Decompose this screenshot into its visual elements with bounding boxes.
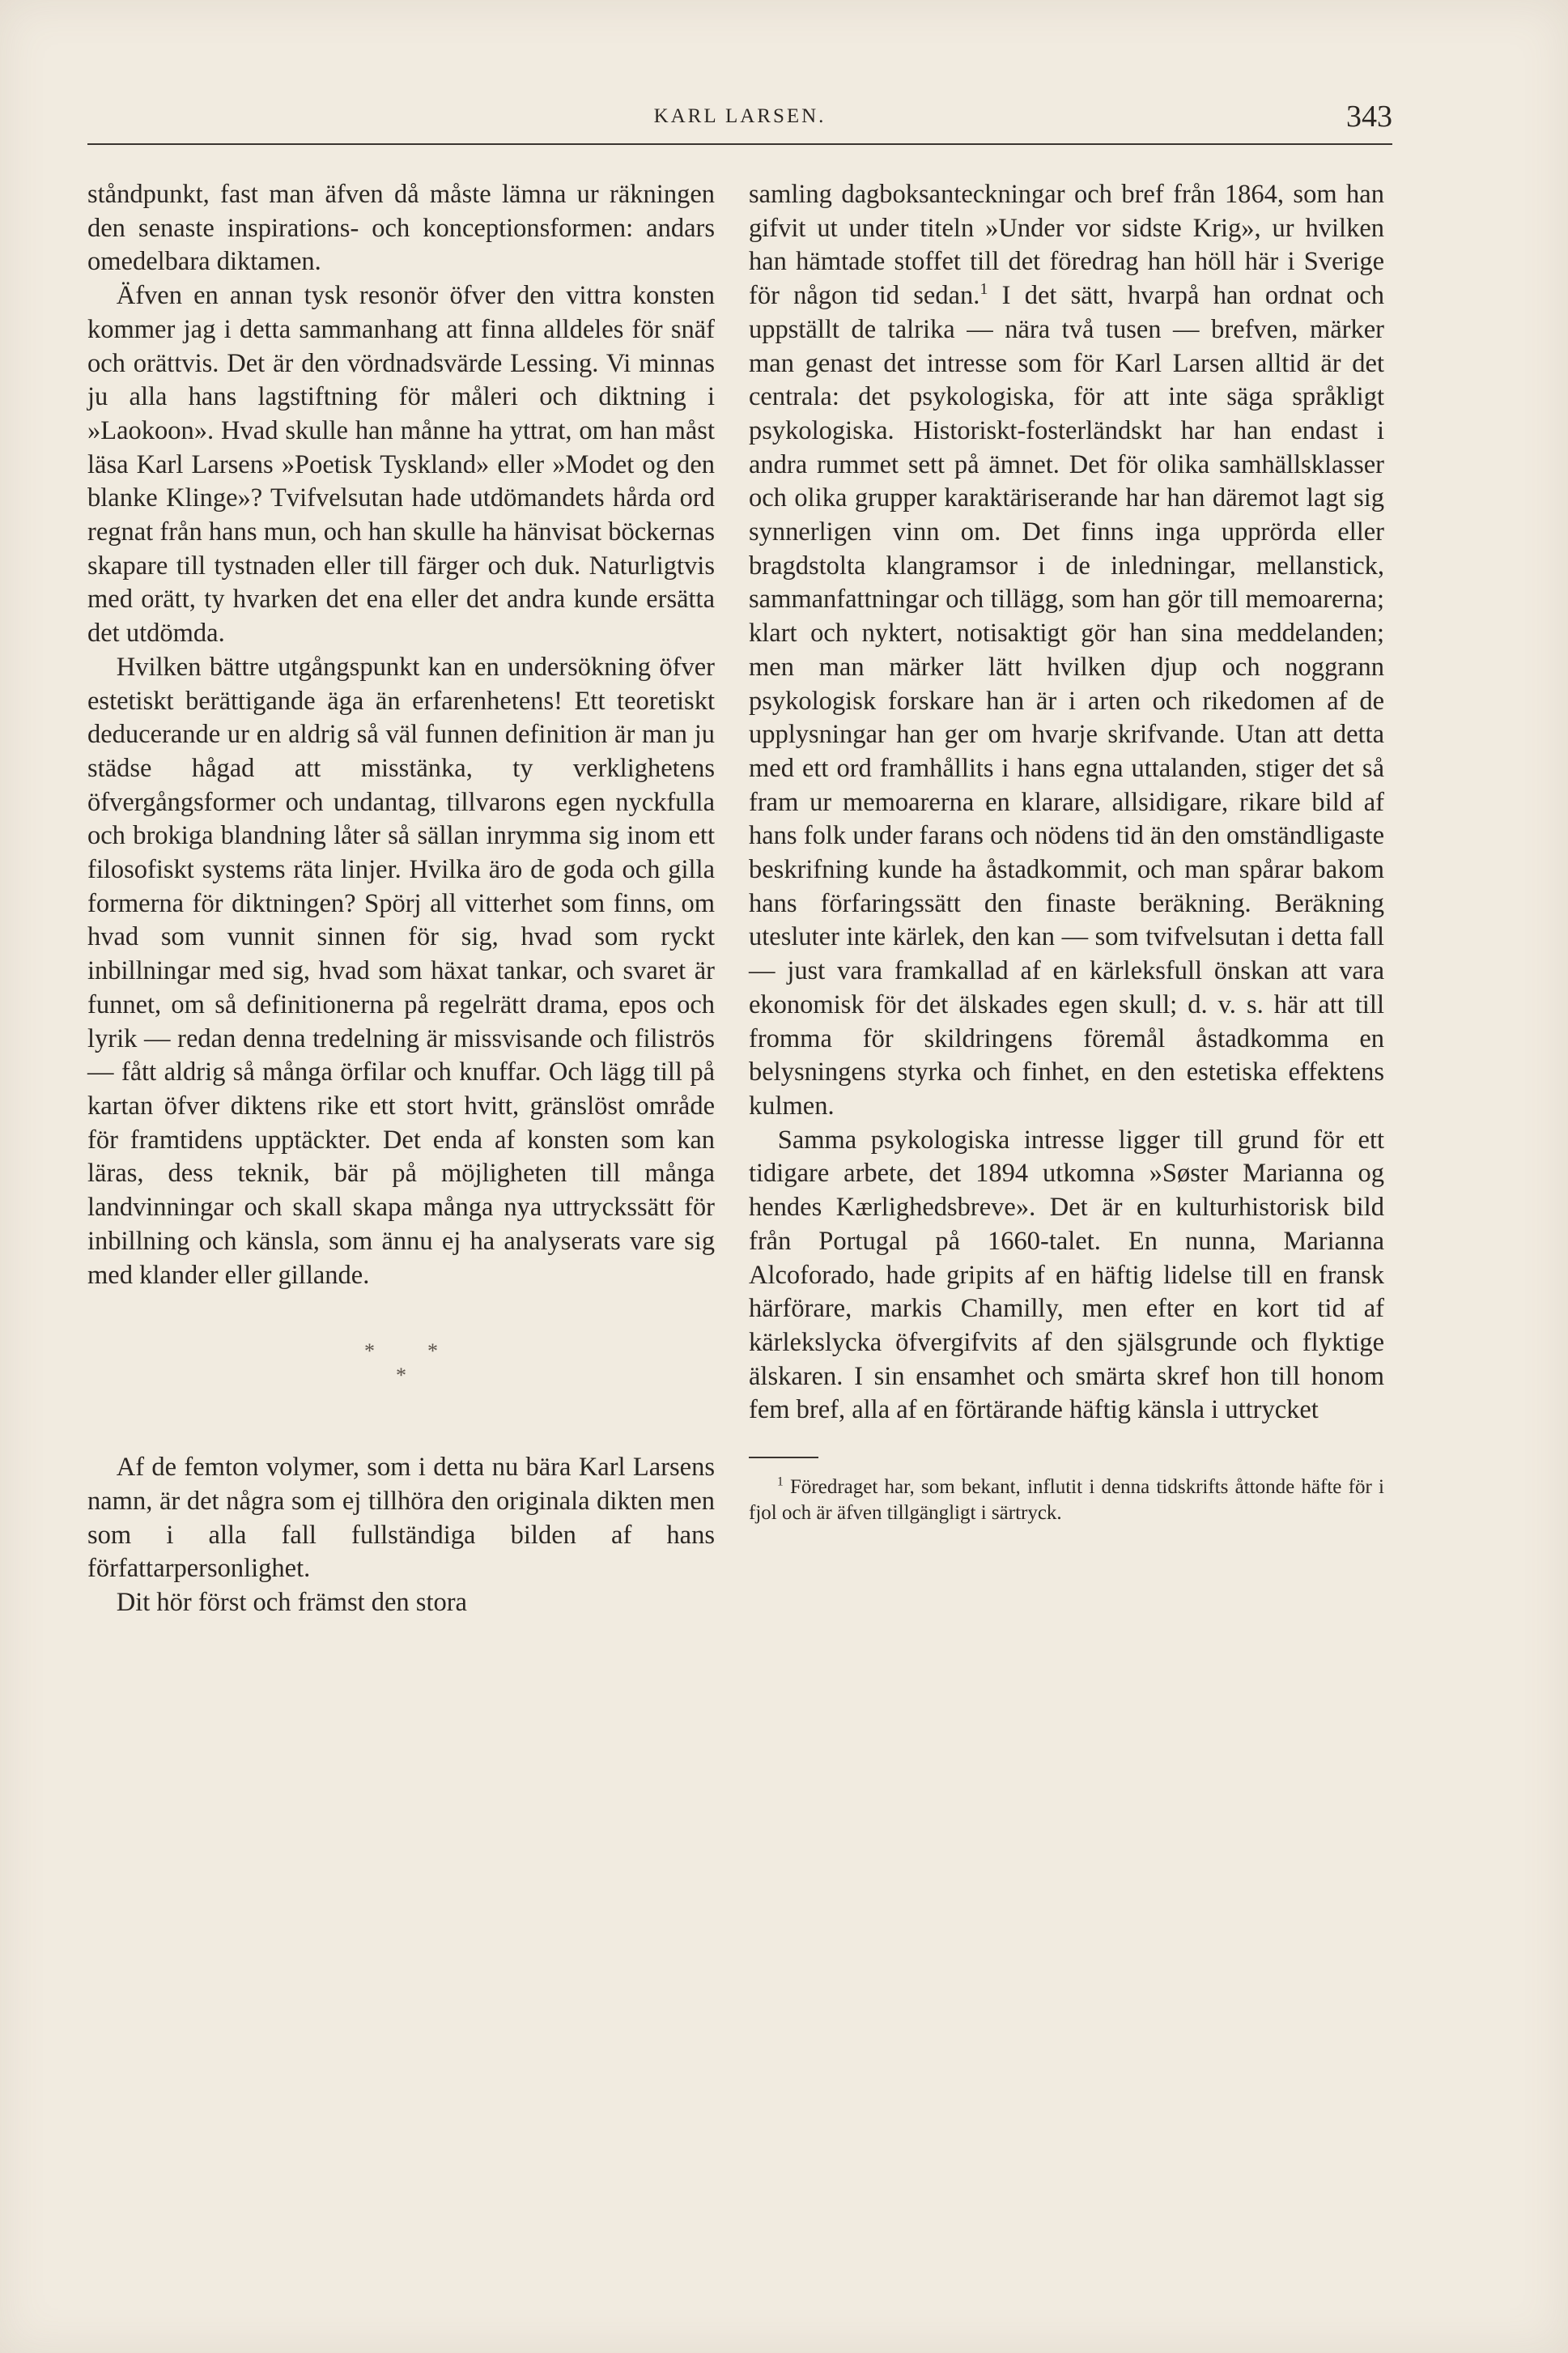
asterism-top: * * xyxy=(364,1339,438,1364)
right-column xyxy=(749,178,1384,1526)
header-rule xyxy=(87,143,1392,145)
footnote-reference: 1 xyxy=(979,280,988,299)
footnote-rule xyxy=(749,1457,818,1458)
footnote xyxy=(749,1474,1384,1526)
left-column xyxy=(87,178,715,1620)
paragraph: ståndpunkt, fast man äfven då måste lämna ur räkningen den senaste inspirations- och konceptionsformen: andars omedelbara diktamen. xyxy=(87,180,715,277)
paragraph: Af de femton volymer, som i detta nu bära Karl Larsens namn, är det några som ej tillhöra den originala dikten men som i alla fall fullständiga bilden af hans författarpersonlighet. xyxy=(87,1453,715,1584)
footnote-text: Föredraget har, som bekant, influtit i denna tidskrifts åttonde häfte för i fjol och är äfven tillgängligt i särtryck. xyxy=(749,1476,1384,1525)
running-header xyxy=(87,97,1392,154)
paragraph: Hvilken bättre utgångspunkt kan en undersökning öfver estetiskt berättigande äga än erfarenhetens! Ett teoretiskt deducerande ur en aldrig så väl funnen definition är man ju städse hågad att misstänka, ty verklighetens öfvergångsformer och undantag, tillvarons egen nyckfulla och brokiga blandning låter så sällan inrymma sig inom ett filosofiskt systems räta linjer. Hvilka äro de goda och gilla formerna för diktningen? Spörj all vitterhet som finns, om hvad som vunnit sinnen för sig, hvad som ryckt inbillningar med sig, hvad som häxat tankar, och svaret är funnet, om så definitionerna på regelrätt drama, epos och lyrik — redan denna tredelning är missvisande och filiströs — fått aldrig så många örfilar och knuffar. Och lägg till på kartan öfver diktens rike ett stort hvitt, gränslöst område för framtidens upptäckter. Det enda af konsten som kan läras, dess teknik, bär på möjligheten till många landvinningar och skall skapa många nya uttryckssätt för inbillning och känsla, som ännu ej ha analyserats vare sig med klander eller gillande. xyxy=(87,652,715,1290)
paragraph: Äfven en annan tysk resonör öfver den vittra konsten kommer jag i detta sammanhang att finna alldeles för snäf och orättvis. Det är den vördnadsvärde Lessing. Vi minnas ju alla hans lagstiftning för måleri och diktning i »Laokoon». Hvad skulle han månne ha yttrat, om han måst läsa Karl Larsens »Poetisk Tyskland» eller »Modet og den blanke Klinge»? Tvifvelsutan hade utdömandets hårda ord regnat från hans mun, och han skulle ha hänvisat böckernas skapare till tystnaden eller till färger och duk. Naturligtvis med orätt, ty hvarken det ena eller det andra kunde ersätta det utdömda. xyxy=(87,281,715,649)
asterism-bottom: * xyxy=(396,1364,406,1388)
paragraph-text: I det sätt, hvarpå han ordnat och uppställt de talrika — nära två tusen — brefven, märker man genast det intresse som för Karl Larsen alltid är det centrala: det psykologiska, för att inte säga språkligt psykologiska. Historiskt-fosterländskt har han endast i andra rummet sett på ämnet. Det för olika samhällsklasser och olika grupper karaktäriserande har han däremot lagt sig synnerligen vinn om. Det finns inga upprörda eller bragdstolta klangramsor i de inledningar, mellanstick, sammanfattningar och tillägg, som han gör till memoarerna; klart och nyktert, notisaktigt gör han sina meddelanden; men man märker lätt hvilken djup och noggrann psykologisk forskare han är i arten och rikedomen af de upplysningar han ger om hvarje skrifvande. Utan att detta med ett ord framhållits i hans egna uttalanden, stiger det så fram ur memoarerna en klarare, allsidigare, rikare bild af hans folk under farans och nödens tid än den omständligaste beskrifning kunde ha åstadkommit, och man spårar bakom hans förfaringssätt den finaste beräkning. Beräkning utesluter inte kärlek, den kan — som tvifvelsutan i detta fall — just vara framkallad af en kärleksfull önskan att vara ekonomisk för det älskades egen skull; d. v. s. här att till fromma för skildringens föremål åstadkomma en belysningens styrka och finhet, en den estetiska effektens kulmen. xyxy=(749,281,1384,1121)
paragraph: Dit hör först och främst den stora xyxy=(116,1588,467,1618)
section-break xyxy=(87,1339,715,1388)
page-number: 343 xyxy=(1346,100,1392,134)
paragraph xyxy=(749,178,1384,1124)
paragraph: Samma psykologiska intresse ligger till grund för ett tidigare arbete, det 1894 utkomna »Søster Marianna og hendes Kærlighedsbreve». Det är en kulturhistorisk bild från Portugal på 1660-talet. En nunna, Marianna Alcoforado, hade gripits af en häftig lidelse till en fransk härförare, markis Chamilly, men efter en kort tid af kärlekslycka öfvergifvits af den själsgrunde och flyktige älskaren. I sin ensamhet och smärta skref hon till honom fem bref, alla af en förtärande häftig känsla i uttrycket xyxy=(749,1125,1384,1425)
paragraph-text: samling dagboksanteckningar och bref från 1864, som han gifvit ut under titeln »Under vor sidste Krig», ur hvilken han hämtade stoffet till det föredrag han höll här i Sverige för någon tid sedan. xyxy=(749,180,1384,311)
footnote-mark: 1 xyxy=(777,1474,784,1489)
running-title: KARL LARSEN. xyxy=(653,105,826,127)
